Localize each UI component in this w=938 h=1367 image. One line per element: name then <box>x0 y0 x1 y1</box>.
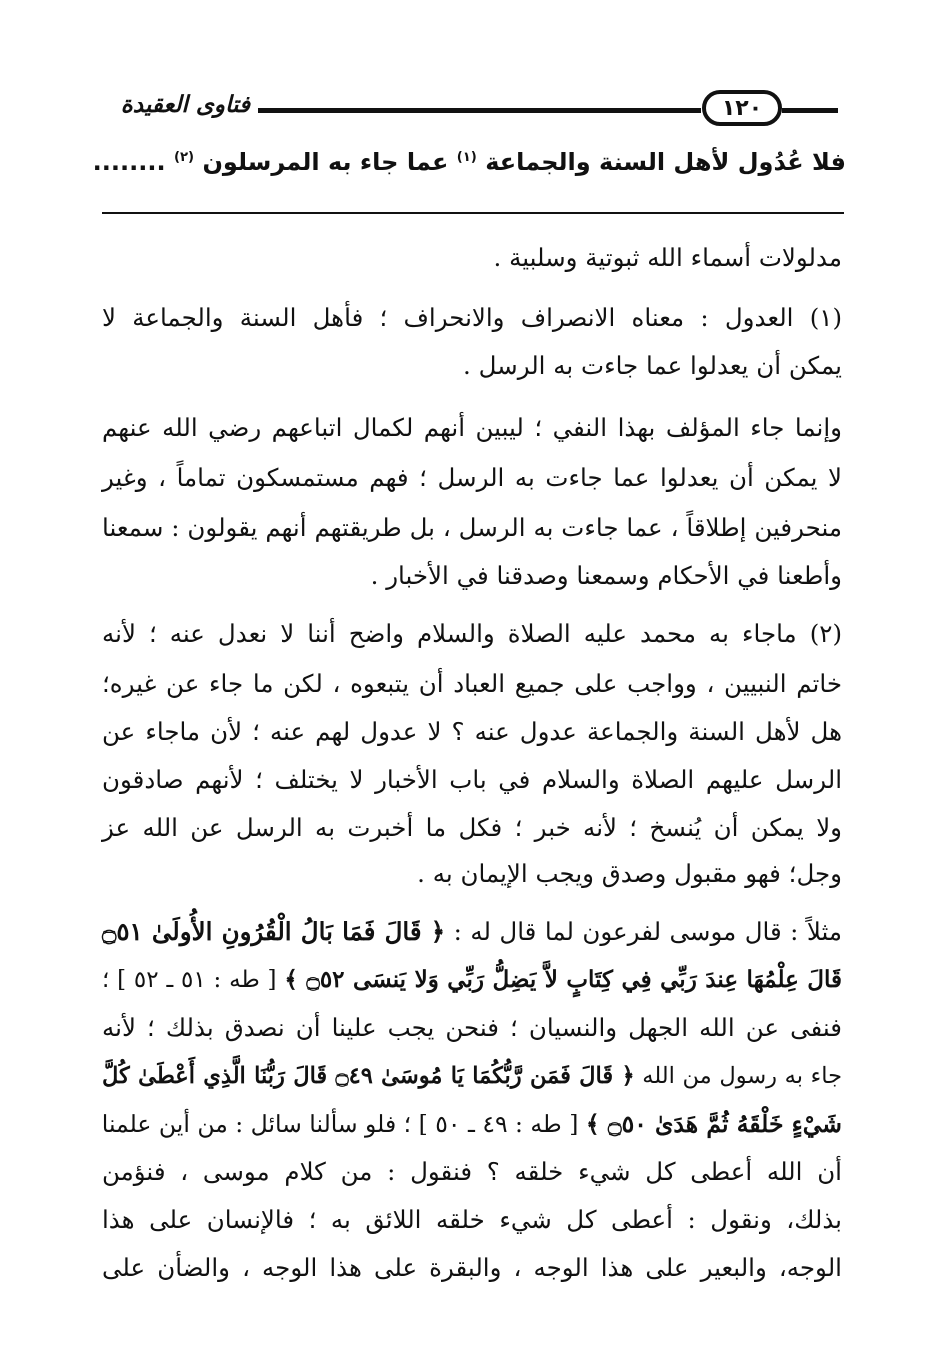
matn-dots: ........ <box>92 148 166 176</box>
quran-verse: ﴿ قَالَ فَمَا بَالُ الْقُرُونِ الأُولَىٰ ۝٥١ <box>102 917 446 946</box>
footnote-1-line: يمكن أن يعدلوا عما جاءت به الرسل . <box>463 351 842 380</box>
example-text: مثلاً : قال موسى لفرعون لما قال له : <box>453 917 842 946</box>
verse-reference: [ طه : ٤٩ ـ ٥٠ ] ؛ فلو سألنا سائل : من أين علمنا <box>101 1110 579 1138</box>
text-line: وأطعنا في الأحكام وسمعنا وصدقنا في الأخبار . <box>370 561 842 590</box>
example-line: الوجه، والبعير على هذا الوجه ، والبقرة على هذا الوجه ، والضأن على <box>102 1253 842 1282</box>
text-line: لا يمكن أن يعدلوا عما جاءت به الرسل ؛ فهم مستمسكون تماماً ، وغير <box>102 463 842 492</box>
example-line <box>102 910 842 954</box>
example-line <box>102 1054 842 1098</box>
quran-verse: شَيْءٍ خَلْقَهُ ثُمَّ هَدَىٰ ۝٥٠ ﴾ <box>585 1110 842 1138</box>
footnote-2-line: (٢) ماجاء به محمد عليه الصلاة والسلام واضح أننا لا نعدل عنه ؛ لأنه <box>102 619 842 648</box>
example-line: أن الله أعطى كل شيء خلقه ؟ فنقول : من كلام موسى ، فنؤمن <box>102 1157 842 1186</box>
text-line: مدلولات أسماء الله ثبوتية وسلبية . <box>493 243 842 272</box>
header-rule-left <box>258 108 701 113</box>
example-line: فنفى عن الله الجهل والنسيان ؛ فنحن يجب علينا أن نصدق بذلك ؛ لأنه <box>102 1013 842 1042</box>
quran-verse: ﴿ قَالَ فَمَن رَّبُّكُمَا يَا مُوسَىٰ ۝٤٩ قَالَ رَبُّنَا الَّذِي أَعْطَىٰ كُلَّ <box>102 1063 635 1089</box>
footnote-2-line: الرسل عليهم الصلاة والسلام في باب الأخبار لا يختلف ؛ لأنهم صادقون <box>102 765 842 794</box>
example-line: بذلك، ونقول : أعطى كل شيء خلقه اللائق به ؛ فالإنسان على هذا <box>102 1205 842 1234</box>
verse-reference: [ طه : ٥١ ـ ٥٢ ] ؛ <box>102 967 277 993</box>
header-rule-right <box>782 108 838 113</box>
matn-line <box>86 148 846 176</box>
book-title: فتاوى العقيدة <box>120 92 250 118</box>
page-number: ١٢٠ <box>702 90 782 126</box>
matn-separator-rule <box>102 212 844 214</box>
matn-text-middle: عما جاء به المرسلون <box>202 148 449 176</box>
text-line: وإنما جاء المؤلف بهذا النفي ؛ ليبين أنهم لكمال اتباعهم رضي الله عنهم <box>102 413 842 442</box>
footnote-ref-2: (٢) <box>173 150 195 165</box>
example-line <box>102 1102 842 1146</box>
footnote-2-line: ولا يمكن أن يُنسخ ؛ لأنه خبر ؛ فكل ما أخبرت به الرسل عن الله عز <box>102 813 842 842</box>
footnote-2-line: هل لأهل السنة والجماعة عدول عنه ؟ لا عدول لهم عنه ؛ لأن ماجاء عن <box>102 717 842 746</box>
example-line <box>102 958 842 1002</box>
text-line: منحرفين إطلاقاً ، عما جاءت به الرسل ، بل طريقتهم أنهم يقولون : سمعنا <box>102 513 842 542</box>
quran-verse: قَالَ عِلْمُهَا عِندَ رَبِّي فِي كِتَابٍ لاَّ يَضِلُّ رَبِّي وَلا يَنسَى ۝٥٢ ﴾ <box>284 966 843 993</box>
footnote-2-line: خاتم النبيين ، وواجب على جميع العباد أن يتبعوه ، لكن ما جاء عن غيره؛ <box>102 669 842 698</box>
example-text: جاء به رسول من الله <box>642 1063 842 1089</box>
footnote-1-line: (١) العدول : معناه الانصراف والانحراف ؛ فأهل السنة والجماعة لا <box>102 303 842 332</box>
running-header <box>0 88 938 128</box>
footnote-2-line: وجل؛ فهو مقبول وصدق ويجب الإيمان به . <box>417 859 842 888</box>
matn-text-before: فلا عُدُول لأهل السنة والجماعة <box>485 148 846 176</box>
footnote-ref-1: (١) <box>456 150 477 165</box>
